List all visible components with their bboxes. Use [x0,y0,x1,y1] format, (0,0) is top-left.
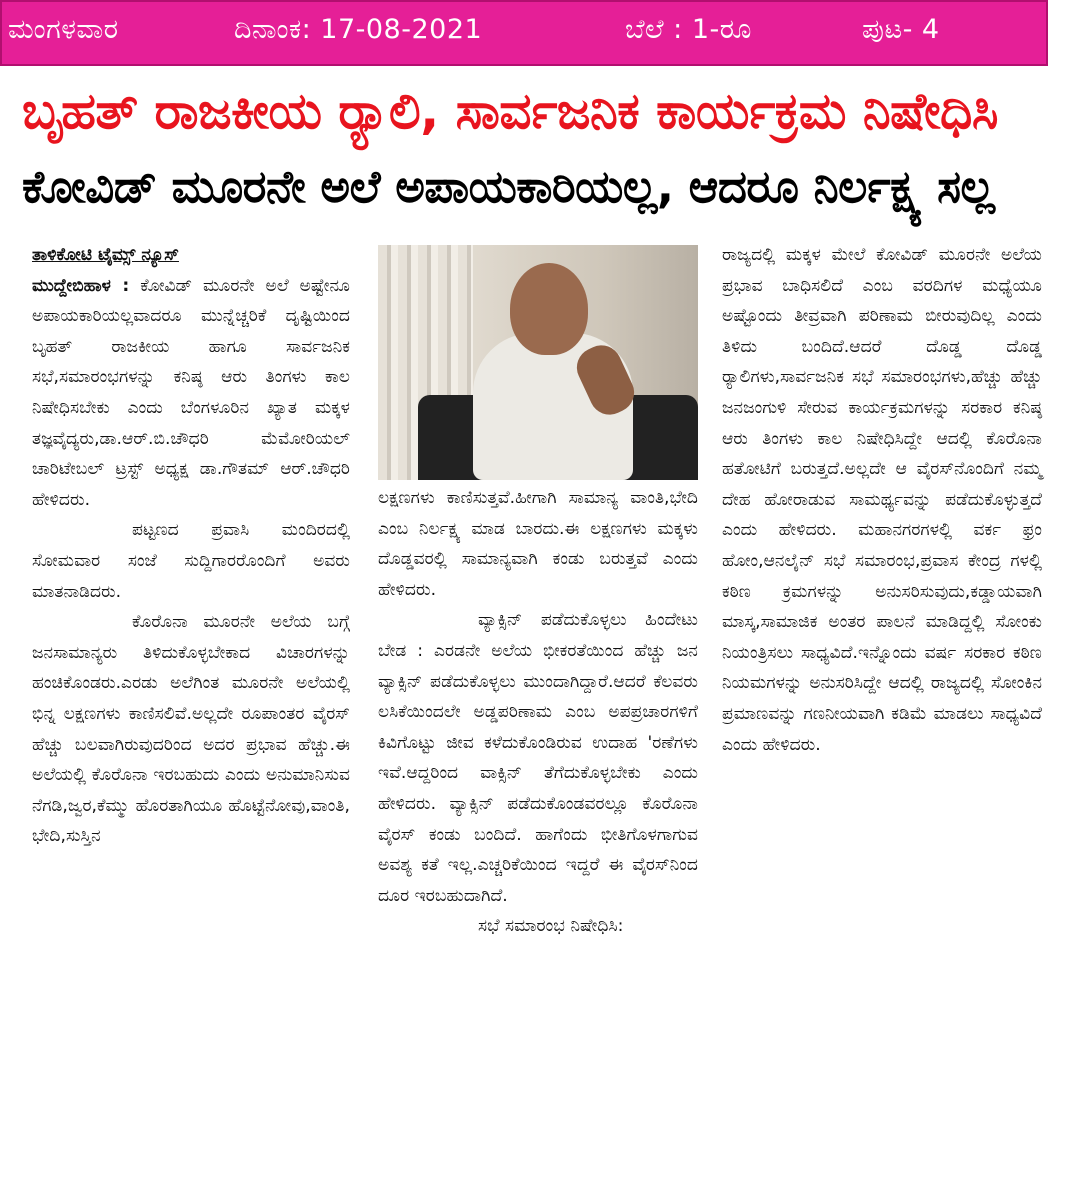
byline: ತಾಳಿಕೋಟಿ ಟೈಮ್ಸ್ ನ್ಯೂಸ್ [32,245,179,265]
subheadline: ಕೋವಿಡ್ ಮೂರನೇ ಅಲೆ ಅಪಾಯಕಾರಿಯಲ್ಲ, ಆದರೂ ನಿರ್ಲಕ್ಷ್ಯ ಸಲ್ಲ [22,160,995,213]
headline: ಬೃಹತ್ ರಾಜಕೀಯ ರ್‍ಯಾಲಿ, ಸಾರ್ವಜನಿಕ ಕಾರ್ಯಕ್ರಮ ನಿಷೇಧಿಸಿ [22,82,998,140]
article-column-2 [378,483,698,942]
article-column-3 [722,240,1042,760]
masthead-bar [0,0,1048,66]
dateline: ಮುದ್ದೇಬಿಹಾಳ : [32,275,130,296]
subheading-ban-gatherings: ಸಭೆ ಸಮಾರಂಭ ನಿಷೇಧಿಸಿ: [478,916,624,937]
masthead-price: ಬೆಲೆ : 1-ರೂ [625,14,752,45]
masthead-page: ಪುಟ- 4 [862,14,940,45]
article-column-1 [32,240,350,852]
paragraph-third-wave: ಕೊರೊನಾ ಮೂರನೇ ಅಲೆಯ ಬಗ್ಗೆ ಜನಸಾಮಾನ್ಯರು ತಿಳಿದುಕೊಳ್ಳಬೇಕಾದ ವಿಚಾರಗಳನ್ನು ಹಂಚಿಕೊಂಡರು.ಎರಡು ಅಲೆಗಿಂತ ಮೂರನೇ ಅಲೆಯಲ್ಲಿ ಭಿನ್ನ ಲಕ್ಷಣಗಳು ಕಾಣಿಸಲಿವೆ.ಅಲ್ಲದೇ ರೂಪಾಂತರ ವೈರಸ್ ಹೆಚ್ಚು ಬಲವಾಗಿರುವುದರಿಂದ ಅದರ ಪ್ರಭಾವ ಹೆಚ್ಚು.ಈ ಅಲೆಯಲ್ಲಿ ಕೊರೊನಾ ಇರಬಹುದು ಎಂದು ಅನುಮಾನಿಸುವ ನೆಗಡಿ,ಜ್ವರ,ಕೆಮ್ಮು ಹೊರತಾಗಿಯೂ ಹೊಟ್ಟೆನೋವು,ವಾಂತಿ, ಭೇದಿ,ಸುಸ್ತಿನ [32,612,350,847]
paragraph-press-meet: ಪಟ್ಟಣದ ಪ್ರವಾಸಿ ಮಂದಿರದಲ್ಲಿ ಸೋಮವಾರ ಸಂಜೆ ಸುದ್ದಿಗಾರರೊಂದಿಗೆ ಅವರು ಮಾತನಾಡಿದರು. [32,520,350,602]
paragraph-intro: ಕೋವಿಡ್ ಮೂರನೇ ಅಲೆ ಅಷ್ಟೇನೂ ಅಪಾಯಕಾರಿಯಲ್ಲವಾದರೂ ಮುನ್ನೆಚ್ಚರಿಕೆ ದೃಷ್ಟಿಯಿಂದ ಬೃಹತ್ ರಾಜಕೀಯ ಹಾಗೂ ಸಾರ್ವಜನಿಕ ಸಭೆ,ಸಮಾರಂಭಗಳನ್ನು ಕನಿಷ್ಠ ಆರು ತಿಂಗಳು ಕಾಲ ನಿಷೇಧಿಸಬೇಕು ಎಂದು ಬೆಂಗಳೂರಿನ ಖ್ಯಾತ ಮಕ್ಕಳ ತಜ್ಞವೈದ್ಯರು,ಡಾ.ಆರ್.ಬಿ.ಚೌಧರಿ ಮೆಮೋರಿಯಲ್ ಚಾರಿಟೇಬಲ್ ಟ್ರಸ್ಟ್ ಅಧ್ಯಕ್ಷ ಡಾ.ಗೌತಮ್ ಆರ್.ಚೌಧರಿ ಹೇಳಿದರು. [32,275,350,510]
masthead-day: ಮಂಗಳವಾರ [8,14,119,45]
paragraph-vaccine: ವ್ಯಾಕ್ಸಿನ್ ಪಡೆದುಕೊಳ್ಳಲು ಹಿಂದೇಟು ಬೇಡ : ಎರಡನೇ ಅಲೆಯ ಭೀಕರತೆಯಿಂದ ಹೆಚ್ಚು ಜನ ವ್ಯಾಕ್ಸಿನ್ ಪಡೆದುಕೊಳ್ಳಲು ಮುಂದಾಗಿದ್ದಾರೆ.ಆದರೆ ಕೆಲವರು ಲಸಿಕೆಯಿಂದಲೇ ಅಡ್ಡಪರಿಣಾಮ ಎಂಬ ಅಪಪ್ರಚಾರಗಳಿಗೆ ಕಿವಿಗೊಟ್ಟು ಜೀವ ಕಳೆದುಕೊಂಡಿರುವ ಉದಾಹ 'ರಣೆಗಳು ಇವೆ.ಆದ್ದರಿಂದ ವಾಕ್ಸಿನ್ ತೆಗೆದುಕೊಳ್ಳಬೇಕು ಎಂದು ಹೇಳಿದರು. ವ್ಯಾಕ್ಸಿನ್ ಪಡೆದುಕೊಂಡವರಲ್ಲೂ ಕೊರೊನಾ ವೈರಸ್ ಕಂಡು ಬಂದಿದೆ. ಹಾಗೆಂದು ಭೀತಿಗೊಳಗಾಗುವ ಅವಶ್ಯ ಕತೆ ಇಲ್ಲ.ಎಚ್ಚರಿಕೆಯಿಂದ ಇದ್ದರೆ ಈ ವೈರಸ್‌ನಿಂದ ದೂರ ಇರಬಹುದಾಗಿದೆ. [378,610,698,906]
masthead-date: ದಿನಾಂಕ: 17-08-2021 [234,14,483,45]
paragraph-ban-rallies: ರಾಜ್ಯದಲ್ಲಿ ಮಕ್ಕಳ ಮೇಲೆ ಕೋವಿಡ್ ಮೂರನೇ ಅಲೆಯ ಪ್ರಭಾವ ಬಾಧಿಸಲಿದೆ ಎಂಬ ವರದಿಗಳ ಮಧ್ಯೆಯೂ ಅಷ್ಟೊಂದು ತೀವ್ರವಾಗಿ ಪರಿಣಾಮ ಬೀರುವುದಿಲ್ಲ ಎಂದು ತಿಳಿದು ಬಂದಿದೆ.ಆದರೆ ದೊಡ್ಡ ದೊಡ್ಡ ರ್‍ಯಾಲಿಗಳು,ಸಾರ್ವಜನಿಕ ಸಭೆ ಸಮಾರಂಭಗಳು,ಹೆಚ್ಚು ಹೆಚ್ಚು ಜನಜಂಗುಳಿ ಸೇರುವ ಕಾರ್ಯಕ್ರಮಗಳನ್ನು ಸರಕಾರ ಕನಿಷ್ಠ ಆರು ತಿಂಗಳು ಕಾಲ ನಿಷೇಧಿಸಿದ್ದೇ ಆದಲ್ಲಿ ಕೊರೊನಾ ಹತೋಟಿಗೆ ಬರುತ್ತದೆ.ಅಲ್ಲದೇ ಆ ವೈರಸ್‌ನೊಂದಿಗೆ ನಮ್ಮ ದೇಹ ಹೋರಾಡುವ ಸಾಮರ್ಥ್ಯವನ್ನು ಪಡೆದುಕೊಳ್ಳುತ್ತದೆ ಎಂದು ಹೇಳಿದರು. ಮಹಾನಗರಗಳಲ್ಲಿ ವರ್ಕ ಫ್ರಂ ಹೋಂ,ಆನಲೈನ್ ಸಭೆ ಸಮಾರಂಭ,ಪ್ರವಾಸ ಕೇಂದ್ರ ಗಳಲ್ಲಿ ಕಠಿಣ ಕ್ರಮಗಳನ್ನು ಅನುಸರಿಸುವುದು,ಕಡ್ಡಾಯವಾಗಿ ಮಾಸ್ಕ,ಸಾಮಾಜಿಕ ಅಂತರ ಪಾಲನೆ ಮಾಡಿದ್ದಲ್ಲಿ ಸೋಂಕು ನಿಯಂತ್ರಿಸಲು ಸಾಧ್ಯವಿದೆ.ಇನ್ನೊಂದು ವರ್ಷ ಸರಕಾರ ಕಠಿಣ ನಿಯಮಗಳನ್ನು ಅನುಸರಿಸಿದ್ದೇ ಆದಲ್ಲಿ ರಾಜ್ಯದಲ್ಲಿ ಸೋಂಕಿನ ಪ್ರಮಾಣವನ್ನು ಗಣನೀಯವಾಗಿ ಕಡಿಮೆ ಮಾಡಲು ಸಾಧ್ಯವಿದೆ ಎಂದು ಹೇಳಿದರು. [722,245,1042,755]
article-photo [378,245,698,480]
paragraph-symptoms: ಲಕ್ಷಣಗಳು ಕಾಣಿಸುತ್ತವೆ.ಹೀಗಾಗಿ ಸಾಮಾನ್ಯ ವಾಂತಿ,ಭೇದಿ ಎಂಬ ನಿರ್ಲಕ್ಷ್ಯ ಮಾಡ ಬಾರದು.ಈ ಲಕ್ಷಣಗಳು ಮಕ್ಕಳು ದೊಡ್ಡವರಲ್ಲಿ ಸಾಮಾನ್ಯವಾಗಿ ಕಂಡು ಬರುತ್ತವೆ ಎಂದು ಹೇಳಿದರು. [378,488,698,600]
